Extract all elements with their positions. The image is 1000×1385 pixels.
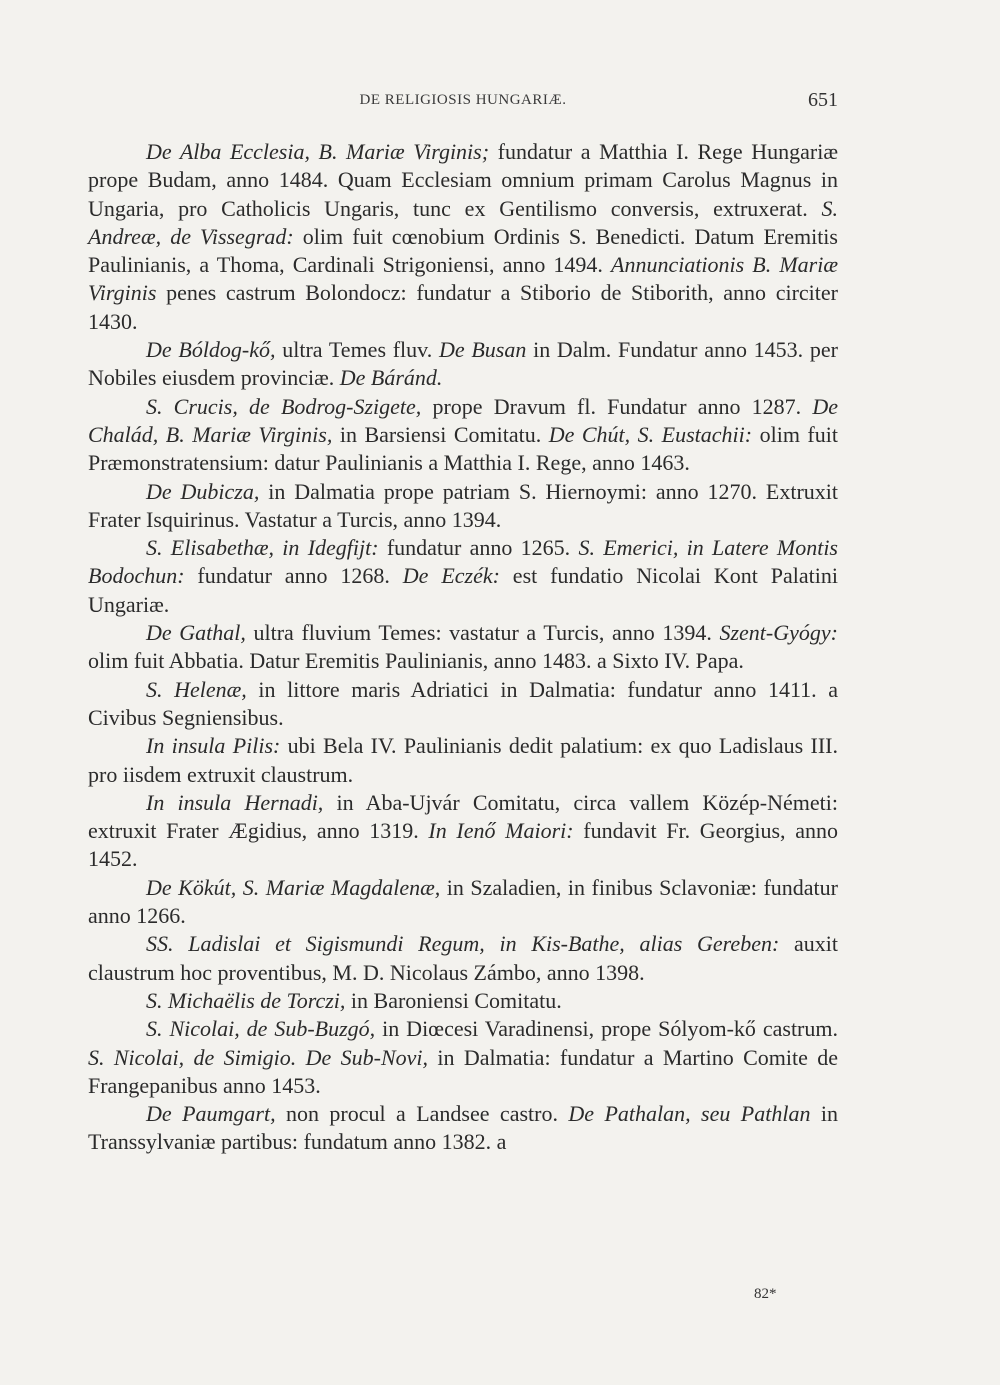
body-text: [88, 138, 838, 1157]
entry-paragraph: [88, 987, 838, 1015]
entry-paragraph: [88, 732, 838, 789]
page-header: [88, 89, 838, 120]
text-run: ultra Temes fluv.: [275, 337, 439, 363]
text-run: in littore maris Adriatici in Dalmatia: fundatur anno 1411. a Civibus Segniensibus.: [88, 676, 838, 730]
entry-paragraph: [88, 534, 838, 619]
italic-run: S. Nicolai, de Sub-Buzgó,: [146, 1016, 376, 1042]
text-run: fundavit Fr. Georgius, anno 1452.: [88, 818, 838, 872]
italic-run: S. Emerici, in Latere Montis Bodochun:: [88, 535, 838, 589]
signature-mark: 82*: [754, 1286, 777, 1302]
entry-paragraph: [88, 393, 838, 478]
text-run: fundatur anno 1265.: [378, 535, 579, 561]
italic-run: S. Elisabethæ, in Idegfijt:: [146, 535, 379, 561]
entry-paragraph: [88, 874, 838, 931]
text-run: non procul a Landsee castro.: [275, 1101, 569, 1127]
text-run: penes castrum Bolondocz: fundatur a Stiborio de Stiborith, anno circiter 1430.: [88, 280, 838, 334]
text-run: in Baroniensi Comitatu.: [345, 987, 562, 1013]
italic-run: De Eczék:: [402, 563, 500, 589]
entry-paragraph: [88, 930, 838, 987]
italic-run: De Dubicza,: [146, 478, 260, 504]
text-run: fundatur a Matthia I. Rege Hungariæ prope Budam, anno 1484. Quam Ecclesiam omnium primam Carolus Magnus in Ungaria, pro Catholicis Ungaris, tunc ex Gentilismo conversis, extruxerat.: [88, 139, 838, 221]
text-run: fundatur anno 1268.: [184, 563, 403, 589]
italic-run: In insula Hernadi,: [146, 789, 324, 815]
italic-run: De Paumgart,: [146, 1101, 276, 1127]
italic-run: SS. Ladislai et Sigismundi Regum, in Kis-Bathe, alias Gereben:: [146, 931, 780, 957]
text-run: in Dalmatia: fundatur a Martino Comite de Frangepanibus anno 1453.: [88, 1044, 838, 1098]
page-number: 651: [808, 89, 838, 111]
italic-run: S. Michaëlis de Torczi,: [146, 987, 346, 1013]
italic-run: In Ienő Maiori:: [428, 818, 574, 844]
text-run: est fundatio Nicolai Kont Palatini Ungariæ.: [88, 563, 838, 617]
italic-run: De Báránd.: [339, 365, 443, 391]
text-run: in Barsiensi Comitatu.: [332, 421, 549, 447]
text-run: olim fuit Abbatia. Datur Eremitis Paulinianis, anno 1483. a Sixto IV. Papa.: [88, 648, 744, 674]
text-run: ultra fluvium Temes: vastatur a Turcis, anno 1394.: [245, 620, 720, 646]
text-run: in Szaladien, in finibus Sclavoniæ: fundatur anno 1266.: [88, 874, 838, 929]
text-run: in Transsylvaniæ partibus: fundatum anno 1382. a: [88, 1101, 838, 1155]
entry-paragraph: [88, 1100, 838, 1157]
entry-paragraph: [88, 619, 838, 676]
italic-run: Szent-Gyógy:: [719, 620, 838, 646]
italic-run: De Alba Ecclesia, B. Mariæ Virginis;: [146, 139, 490, 164]
italic-run: S. Crucis, de Bodrog-Szigete,: [146, 393, 422, 419]
entry-paragraph: [88, 336, 838, 393]
running-head: DE RELIGIOSIS HUNGARIÆ.: [359, 92, 567, 108]
text-run: olim fuit cœnobium Ordinis S. Benedicti. Datum Eremitis Paulinianis, a Thoma, Cardinali Strigoniensi, anno 1494.: [88, 223, 838, 278]
italic-run: De Kökút, S. Mariæ Magdalenæ,: [146, 874, 441, 900]
text-run: in Diœcesi Varadinensi, prope Sólyom-kő castrum.: [375, 1016, 838, 1042]
italic-run: S. Andreæ, de Vissegrad:: [88, 195, 838, 249]
entry-paragraph: [88, 676, 838, 733]
entry-paragraph: [88, 1015, 838, 1100]
italic-run: S. Nicolai, de Simigio. De Sub-Novi,: [88, 1044, 429, 1070]
text-run: in Dalm. Fundatur anno 1453. per Nobiles eiusdem provinciæ.: [88, 337, 838, 391]
text-run: in Aba-Ujvár Comitatu, circa vallem Közép-Németi: extruxit Frater Ægidius, anno 1319.: [88, 789, 838, 844]
text-run: prope Dravum fl. Fundatur anno 1287.: [421, 393, 813, 419]
entry-paragraph: [88, 138, 838, 336]
italic-run: De Busan: [438, 337, 527, 363]
italic-run: In insula Pilis:: [146, 733, 281, 759]
italic-run: De Chút, S. Eustachii:: [548, 421, 753, 447]
italic-run: De Gathal,: [146, 620, 246, 646]
text-run: ubi Bela IV. Paulinianis dedit palatium: ex quo Ladislaus III. pro iisdem extruxit claustrum.: [88, 733, 838, 787]
italic-run: S. Helenæ,: [146, 676, 247, 702]
italic-run: Annunciationis B. Mariæ Virginis: [88, 252, 838, 306]
italic-run: De Pathalan, seu Pathlan: [568, 1101, 811, 1127]
entry-paragraph: [88, 478, 838, 535]
text-run: auxit claustrum hoc proventibus, M. D. Nicolaus Zámbo, anno 1398.: [88, 931, 838, 985]
italic-run: De Bóldog-kő,: [146, 337, 276, 363]
text-run: in Dalmatia prope patriam S. Hiernoymi: anno 1270. Extruxit Frater Isquirinus. Vastatur a Turcis, anno 1394.: [88, 478, 838, 532]
italic-run: De Chalád, B. Mariæ Virginis,: [88, 393, 839, 447]
text-run: olim fuit Præmonstratensium: datur Paulinianis a Matthia I. Rege, anno 1463.: [88, 421, 838, 476]
entry-paragraph: [88, 789, 838, 874]
